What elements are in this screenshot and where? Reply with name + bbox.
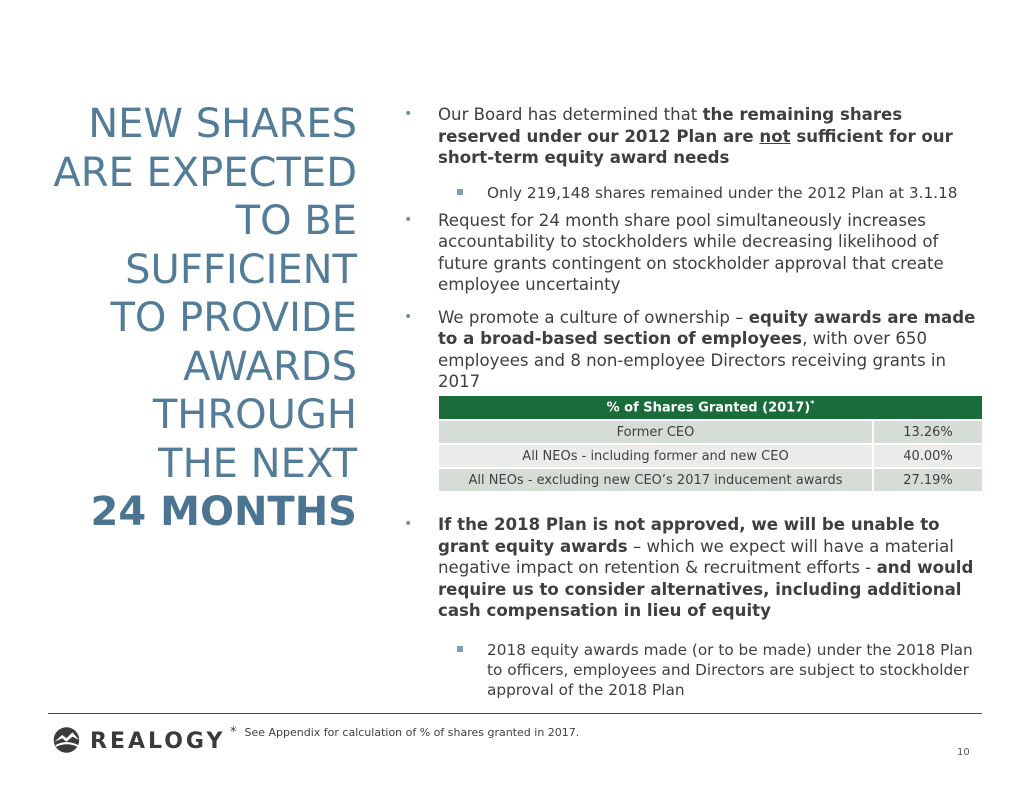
bullet-item: [400, 210, 990, 296]
bullet-underlined-text: not: [759, 126, 791, 146]
shares-granted-table: [439, 396, 982, 491]
bullet-text: We promote a culture of ownership –: [438, 307, 749, 327]
bullet-text: , with over 650 employees and 8 non-employee Directors receiving grants in 2017: [438, 329, 947, 391]
bullet-item: [400, 104, 990, 169]
table-header-label: % of Shares Granted (2017): [606, 400, 811, 416]
footer-divider: [48, 713, 982, 714]
bullet-bold-text: the remaining shares reserved under our 2012 Plan are: [438, 105, 903, 146]
bullet-item: [400, 307, 990, 393]
bullet-bold-text: If the 2018 Plan is not approved, we will be unable to grant equity awards: [438, 515, 940, 556]
bullet-text: – which we expect will have a material negative impact on retention & recruitment efforts -: [438, 536, 954, 577]
table-row-value: 27.19%: [873, 468, 982, 491]
bullet-list-lower: [400, 514, 990, 700]
table-row-value: 40.00%: [873, 444, 982, 468]
table-header-footnote-mark: *: [810, 399, 815, 409]
table-header: [439, 396, 982, 420]
footnote-mark: *: [230, 725, 237, 740]
table-row-label: Former CEO: [439, 420, 873, 444]
table-row-value: 13.26%: [873, 420, 982, 444]
bullet-bold-text: and would require us to consider alternatives, including additional cash compensation in lieu of equity: [438, 558, 974, 620]
headline-line: AWARDS: [183, 343, 357, 390]
bullet-dot-icon: •: [404, 516, 413, 532]
bullet-bold-text: sufficient for our short-term equity award needs: [438, 126, 953, 167]
footnote: [230, 725, 579, 740]
sub-bullet-text: Only 219,148 shares remained under the 2012 Plan at 3.1.18: [487, 183, 958, 202]
sub-bullet-item: [400, 183, 990, 203]
bullet-bold-text: equity awards are made to a broad-based section of employees: [438, 307, 976, 348]
sub-bullet-item: [400, 640, 990, 700]
headline-line: NEW SHARES: [88, 101, 357, 147]
footnote-text: See Appendix for calculation of % of shares granted in 2017.: [244, 726, 580, 739]
page-number: 10: [957, 747, 970, 758]
bullet-dot-icon: •: [404, 308, 413, 325]
table-row: [439, 468, 982, 491]
table-row: [439, 420, 982, 444]
bullet-dot-icon: •: [404, 106, 413, 122]
sub-bullet-text: 2018 equity awards made (or to be made) under the 2018 Plan to officers, employees and Directors are subject to stockholder approval of the 2018 Plan: [487, 640, 973, 699]
bullet-list: [400, 104, 990, 393]
square-bullet-icon: [457, 189, 463, 195]
headline-line: THE NEXT: [158, 440, 357, 487]
table-row-label: All NEOs - including former and new CEO: [439, 444, 873, 468]
company-logo-text: REALOGY: [90, 729, 226, 754]
bullet-text: Our Board has determined that: [438, 105, 703, 124]
headline-line: TO PROVIDE: [110, 295, 357, 341]
bullet-text: Request for 24 month share pool simultaneously increases accountability to stockholders while decreasing likelihood of future grants contingent on stockholder approval that create employee uncertainty: [438, 210, 944, 294]
table-row-label: All NEOs - excluding new CEO’s 2017 inducement awards: [439, 468, 873, 491]
square-bullet-icon: [457, 646, 463, 652]
realogy-mountain-logo-icon: [52, 723, 86, 757]
headline-line: SUFFICIENT: [125, 246, 357, 293]
headline: [30, 100, 357, 537]
headline-emphasis: 24 MONTHS: [90, 489, 357, 535]
headline-line: TO BE: [235, 198, 357, 244]
bullet-item: [400, 514, 990, 622]
bullet-dot-icon: •: [404, 211, 413, 228]
table-row: [439, 444, 982, 468]
headline-line: ARE EXPECTED: [53, 149, 357, 196]
headline-line: THROUGH: [152, 392, 357, 438]
